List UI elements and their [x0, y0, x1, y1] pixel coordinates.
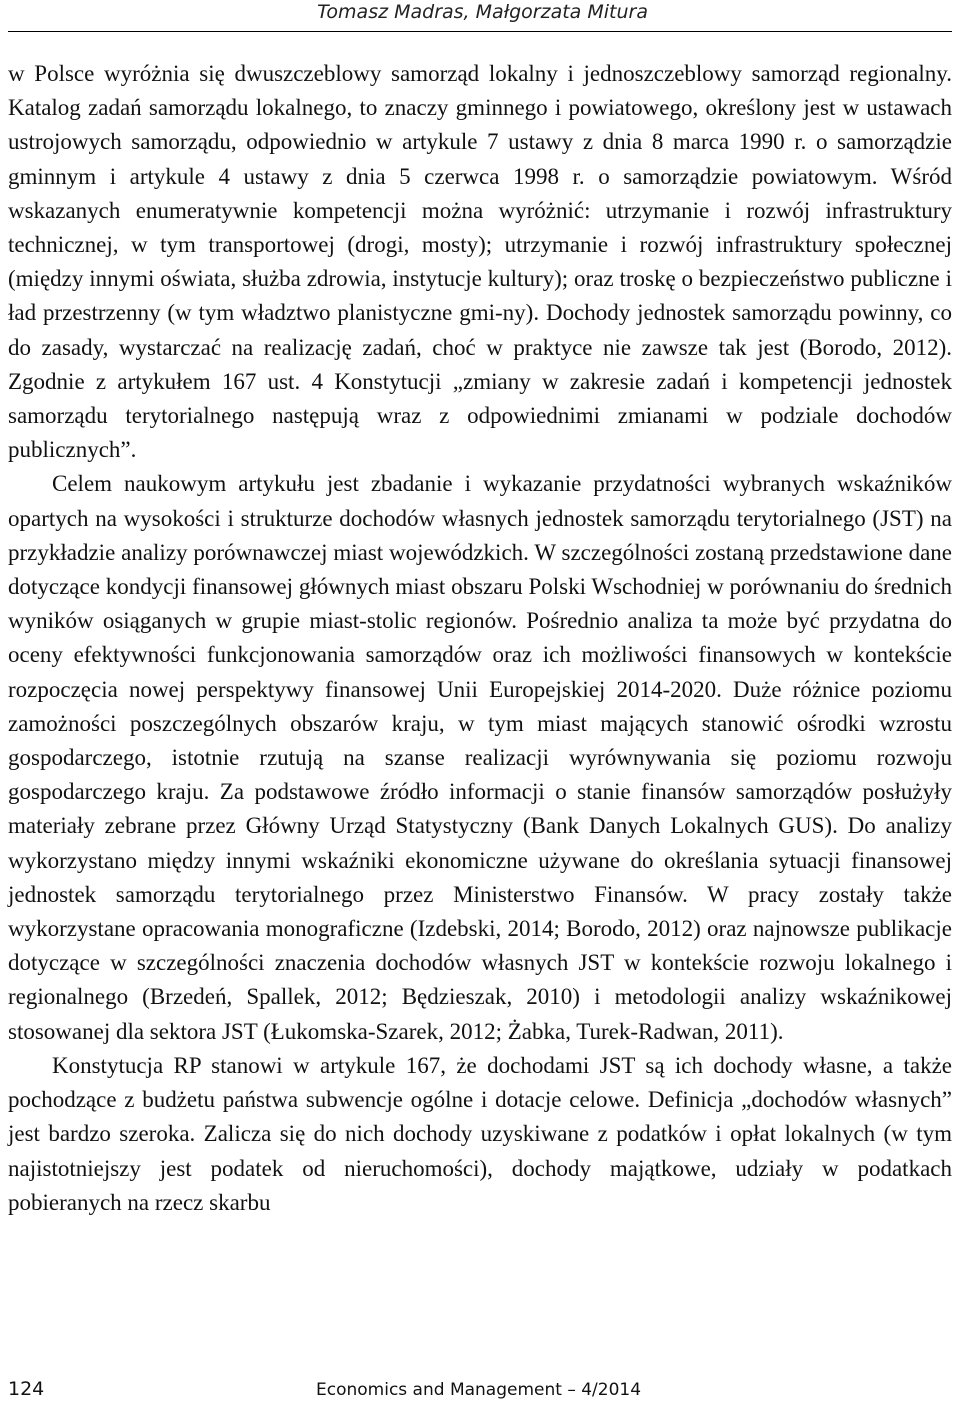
paragraph-2: Celem naukowym artykułu jest zbadanie i wykazanie przydatności wybranych wskaźników opartych na wysokości i strukturze dochodów własnych jednostek samorządu terytorialnego (JST) na przykładzie analizy porównawczej miast wojewódzkich. W szczególności zostaną przedstawione dane dotyczące kondycji finansowej głównych miast obszaru Polski Wschodniej w porównaniu do średnich wyników osiąganych w grupie miast-stolic regionów. Pośrednio analiza ta może być przydatna do oceny efektywności funkcjonowania samorządów oraz ich możliwości finansowych w kontekście rozpoczęcia nowej perspektywy finansowej Unii Europejskiej 2014-2020. Duże różnice poziomu zamożności poszczególnych obszarów kraju, w tym miast mających stanowić ośrodki wzrostu gospodarczego, istotnie rzutują na szanse realizacji wyrównywania się poziomu rozwoju gospodarczego kraju. Za podstawowe źródło informacji o stanie finansów samorządów posłużyły materiały zebrane przez Główny Urząd Statystyczny (Bank Danych Lokalnych GUS). Do analizy wykorzystano między innymi wskaźniki ekonomiczne używane do określania sytuacji finansowej jednostek samorządu terytorialnego przez Ministerstwo Finansów. W pracy zostały także wykorzystane opracowania monograficzne (Izdebski, 2014; Borodo, 2012) oraz najnowsze publikacje dotyczące w szczególności znaczenia dochodów własnych JST w kontekście rozwoju lokalnego i regionalnego (Brzedeń, Spallek, 2012; Będzieszak, 2010) i metodologii analizy wskaźnikowej stosowanej dla sektora JST (Łukomska-Szarek, 2012; Żabka, Turek-Radwan, 2011). — [8, 471, 952, 1044]
journal-citation: Economics and Management – 4/2014 — [316, 1380, 642, 1400]
page-number: 124 — [8, 1378, 45, 1400]
paragraph-1: w Polsce wyróżnia się dwuszczeblowy samorząd lokalny i jednoszczeblowy samorząd regionalny. Katalog zadań samorządu lokalnego, to znaczy gminnego i powiatowego, określony jest w ustawach ustrojowych samorządu, odpowiednio w artykule 7 ustawy z dnia 8 marca 1990 r. o samorządzie gminnym i artykule 4 ustawy z dnia 5 czerwca 1998 r. o samorządzie powiatowym. Wśród wskazanych enumeratywnie kompetencji można wyróżnić: utrzymanie i rozwój infrastruktury technicznej, w tym transportowej (drogi, mosty); utrzymanie i rozwój infrastruktury społecznej (między innymi oświata, służba zdrowia, instytucje kultury); oraz troskę o bezpieczeństwo publiczne i ład przestrzenny (w tym władztwo planistyczne gmi-ny). Dochody jednostek samorządu powinny, co do zasady, wystarczać na realizację zadań, choć w praktyce nie zawsze tak jest (Borodo, 2012). Zgodnie z artykułem 167 ust. 4 Konstytucji „zmiany w zakresie zadań i kompetencji jednostek samorządu terytorialnego następują wraz z odpowiednimi zmianami w podziale dochodów publicznych”. — [8, 61, 952, 463]
header-divider — [8, 31, 952, 32]
paragraph-3: Konstytucja RP stanowi w artykule 167, że dochodami JST są ich dochody własne, a także pochodzące z budżetu państwa subwencje ogólne i dotacje celowe. Definicja „dochodów własnych” jest bardzo szeroka. Zalicza się do nich dochody uzyskiwane z podatków i opłat lokalnych (w tym najistotniejszy jest podatek od nieruchomości), dochody majątkowe, udziały w podatkach pobieranych na rzecz skarbu — [8, 1052, 952, 1215]
running-header-title: Tomasz Madras, Małgorzata Mitura — [317, 1, 648, 23]
page-footer — [8, 1378, 641, 1401]
article-body — [8, 57, 952, 1220]
